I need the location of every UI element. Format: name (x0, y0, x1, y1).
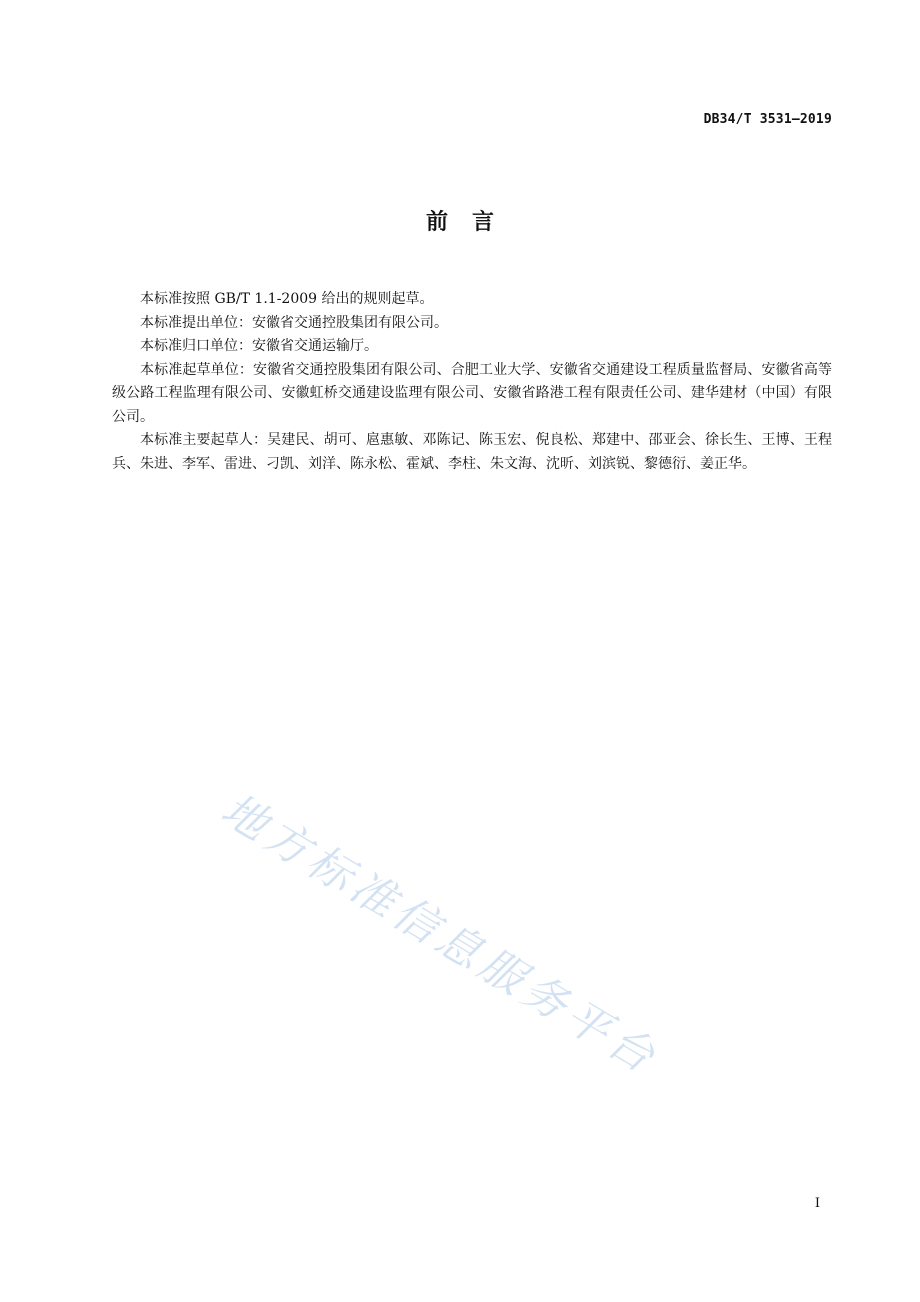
page-title: 前言 (425, 210, 518, 235)
paragraph-responsible-unit: 本标准归口单位：安徽省交通运输厅。 (140, 338, 378, 354)
document-code: DB34/T 3531—2019 (703, 112, 832, 127)
page-number: I (814, 1196, 820, 1211)
paragraph-drafting-units: 本标准起草单位：安徽省交通控股集团有限公司、合肥工业大学、安徽省交通建设工程质量监督局、安徽省高等级公路工程监理有限公司、安徽虹桥交通建设监理有限公司、安徽省路港工程有限责任公司、建华建材（中国）有限公司。 (112, 361, 832, 425)
foreword-body (112, 288, 832, 476)
paragraph-main-drafters: 本标准主要起草人：吴建民、胡可、扈惠敏、邓陈记、陈玉宏、倪良松、郑建中、邵亚会、徐长生、王博、王程兵、朱进、李军、雷进、刁凯、刘洋、陈永松、霍斌、李柱、朱文海、沈昕、刘滨锐、黎德衍、姜正华。 (112, 432, 832, 472)
paragraph-drafting-rules: 本标准按照 GB/T 1.1-2009 给出的规则起草。 (140, 291, 434, 307)
watermark-text: 地方标准信息服务平台 (212, 783, 668, 1086)
paragraph-proposing-unit: 本标准提出单位：安徽省交通控股集团有限公司。 (140, 314, 448, 331)
